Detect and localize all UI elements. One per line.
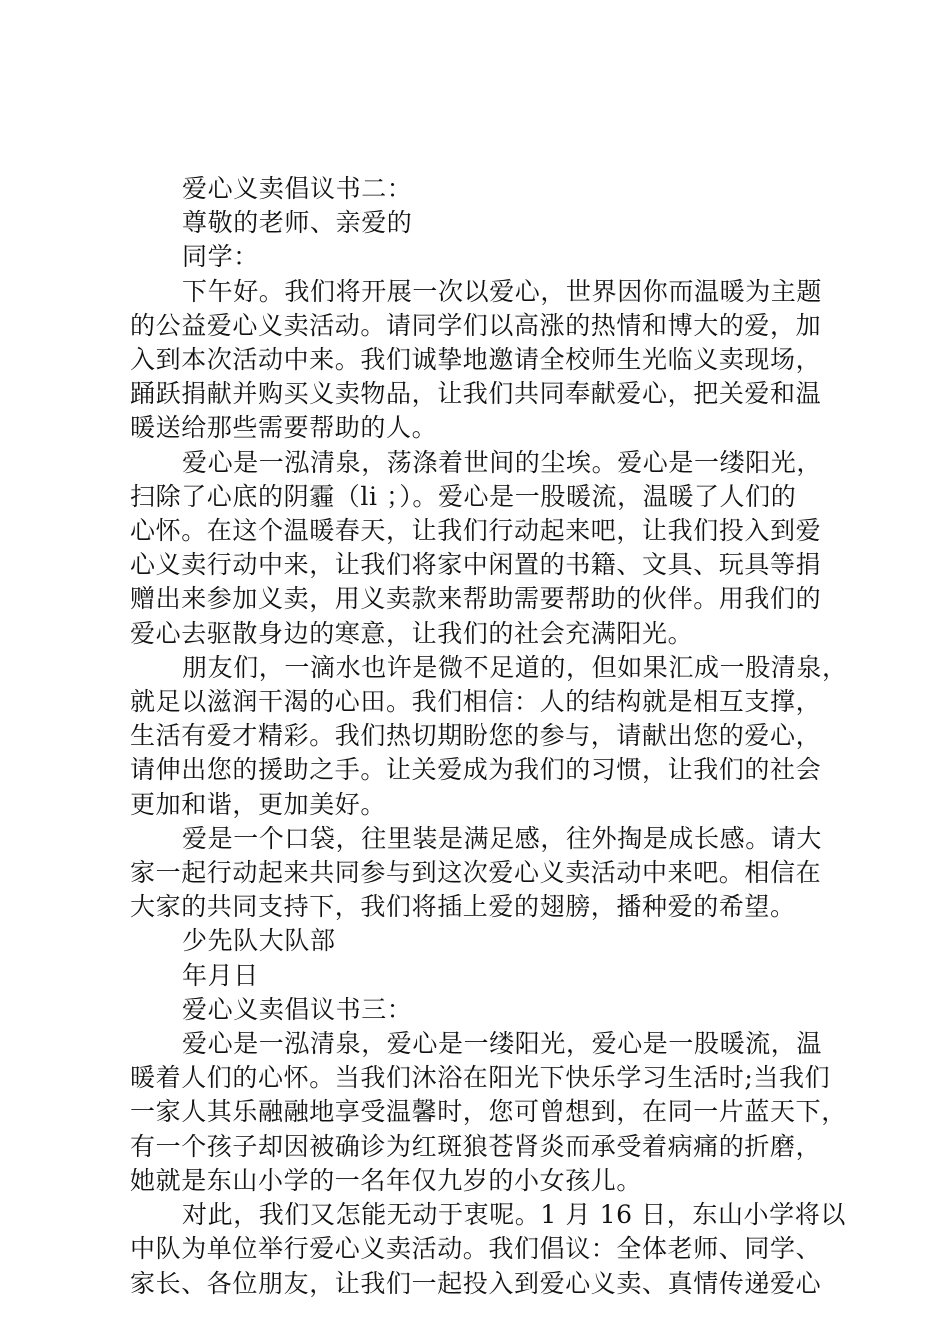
text-line: 下午好。我们将开展一次以爱心，世界因你而温暖为主题 [182,276,823,306]
text-line: 对此，我们又怎能无动于衷呢。1 月 16 日，东山小学将以 [182,1200,846,1230]
text-line: 爱心是一泓清泉，爱心是一缕阳光，爱心是一股暖流，温 [182,1029,823,1059]
document-page [130,172,848,1301]
text-line: 尊敬的老师、亲爱的 [182,208,413,238]
text-line: 生活有爱才精彩。我们热切期盼您的参与，请献出您的爱心， [130,721,822,751]
text-line: 心义卖行动中来，让我们将家中闲置的书籍、文具、玩具等捐 [130,550,822,580]
text-line: 请伸出您的援助之手。让关爱成为我们的习惯，让我们的社会 [130,755,822,785]
text-line: 赠出来参加义卖，用义卖款来帮助需要帮助的伙伴。用我们的 [130,584,822,614]
text-line: 心怀。在这个温暖春天，让我们行动起来吧，让我们投入到爱 [130,516,822,546]
text-line: 暖送给那些需要帮助的人。 [130,413,438,443]
text-line: 一家人其乐融融地享受温馨时，您可曾想到，在同一片蓝天下， [130,1097,847,1127]
text-line: 她就是东山小学的一名年仅九岁的小女孩儿。 [130,1165,643,1195]
text-line: 入到本次活动中来。我们诚挚地邀请全校师生光临义卖现场， [130,345,822,375]
text-line: 同学： [182,242,259,272]
text-line: 少先队大队部 [182,926,336,956]
text-line: 大家的共同支持下，我们将插上爱的翅膀，播种爱的希望。 [130,892,796,922]
text-line: 家长、各位朋友，让我们一起投入到爱心义卖、真情传递爱心 [130,1268,822,1298]
text-line: 爱心义卖倡议书三： [182,994,413,1024]
text-line: 有一个孩子却因被确诊为红斑狼苍肾炎而承受着病痛的折磨， [130,1131,822,1161]
text-line: 爱心是一泓清泉，荡涤着世间的尘埃。爱心是一缕阳光， [182,447,823,477]
text-line: 爱心义卖倡议书二： [182,174,413,203]
text-line: 中队为单位举行爱心义卖活动。我们倡议：全体老师、同学、 [130,1234,822,1264]
text-line: 爱心去驱散身边的寒意，让我们的社会充满阳光。 [130,618,694,648]
text-line: 暖着人们的心怀。当我们沐浴在阳光下快乐学习生活时;当我们 [130,1063,831,1093]
text-line: 的公益爱心义卖活动。请同学们以高涨的热情和博大的爱，加 [130,310,822,340]
text-line: 就足以滋润干渴的心田。我们相信：人的结构就是相互支撑， [130,687,822,717]
text-line: 年月日 [182,960,259,990]
text-line: 家一起行动起来共同参与到这次爱心义卖活动中来吧。相信在 [130,858,822,888]
text-line: 朋友们，一滴水也许是微不足道的，但如果汇成一股清泉， [182,652,848,682]
text-line: 爱是一个口袋，往里装是满足感，往外掏是成长感。请大 [182,823,823,853]
text-line: 扫除了心底的阴霾（li ；）。爱心是一股暖流，温暖了人们的 [130,481,797,511]
text-line: 踊跃捐献并购买义卖物品，让我们共同奉献爱心，把关爱和温 [130,379,822,409]
text-line: 更加和谐，更加美好。 [130,789,387,819]
